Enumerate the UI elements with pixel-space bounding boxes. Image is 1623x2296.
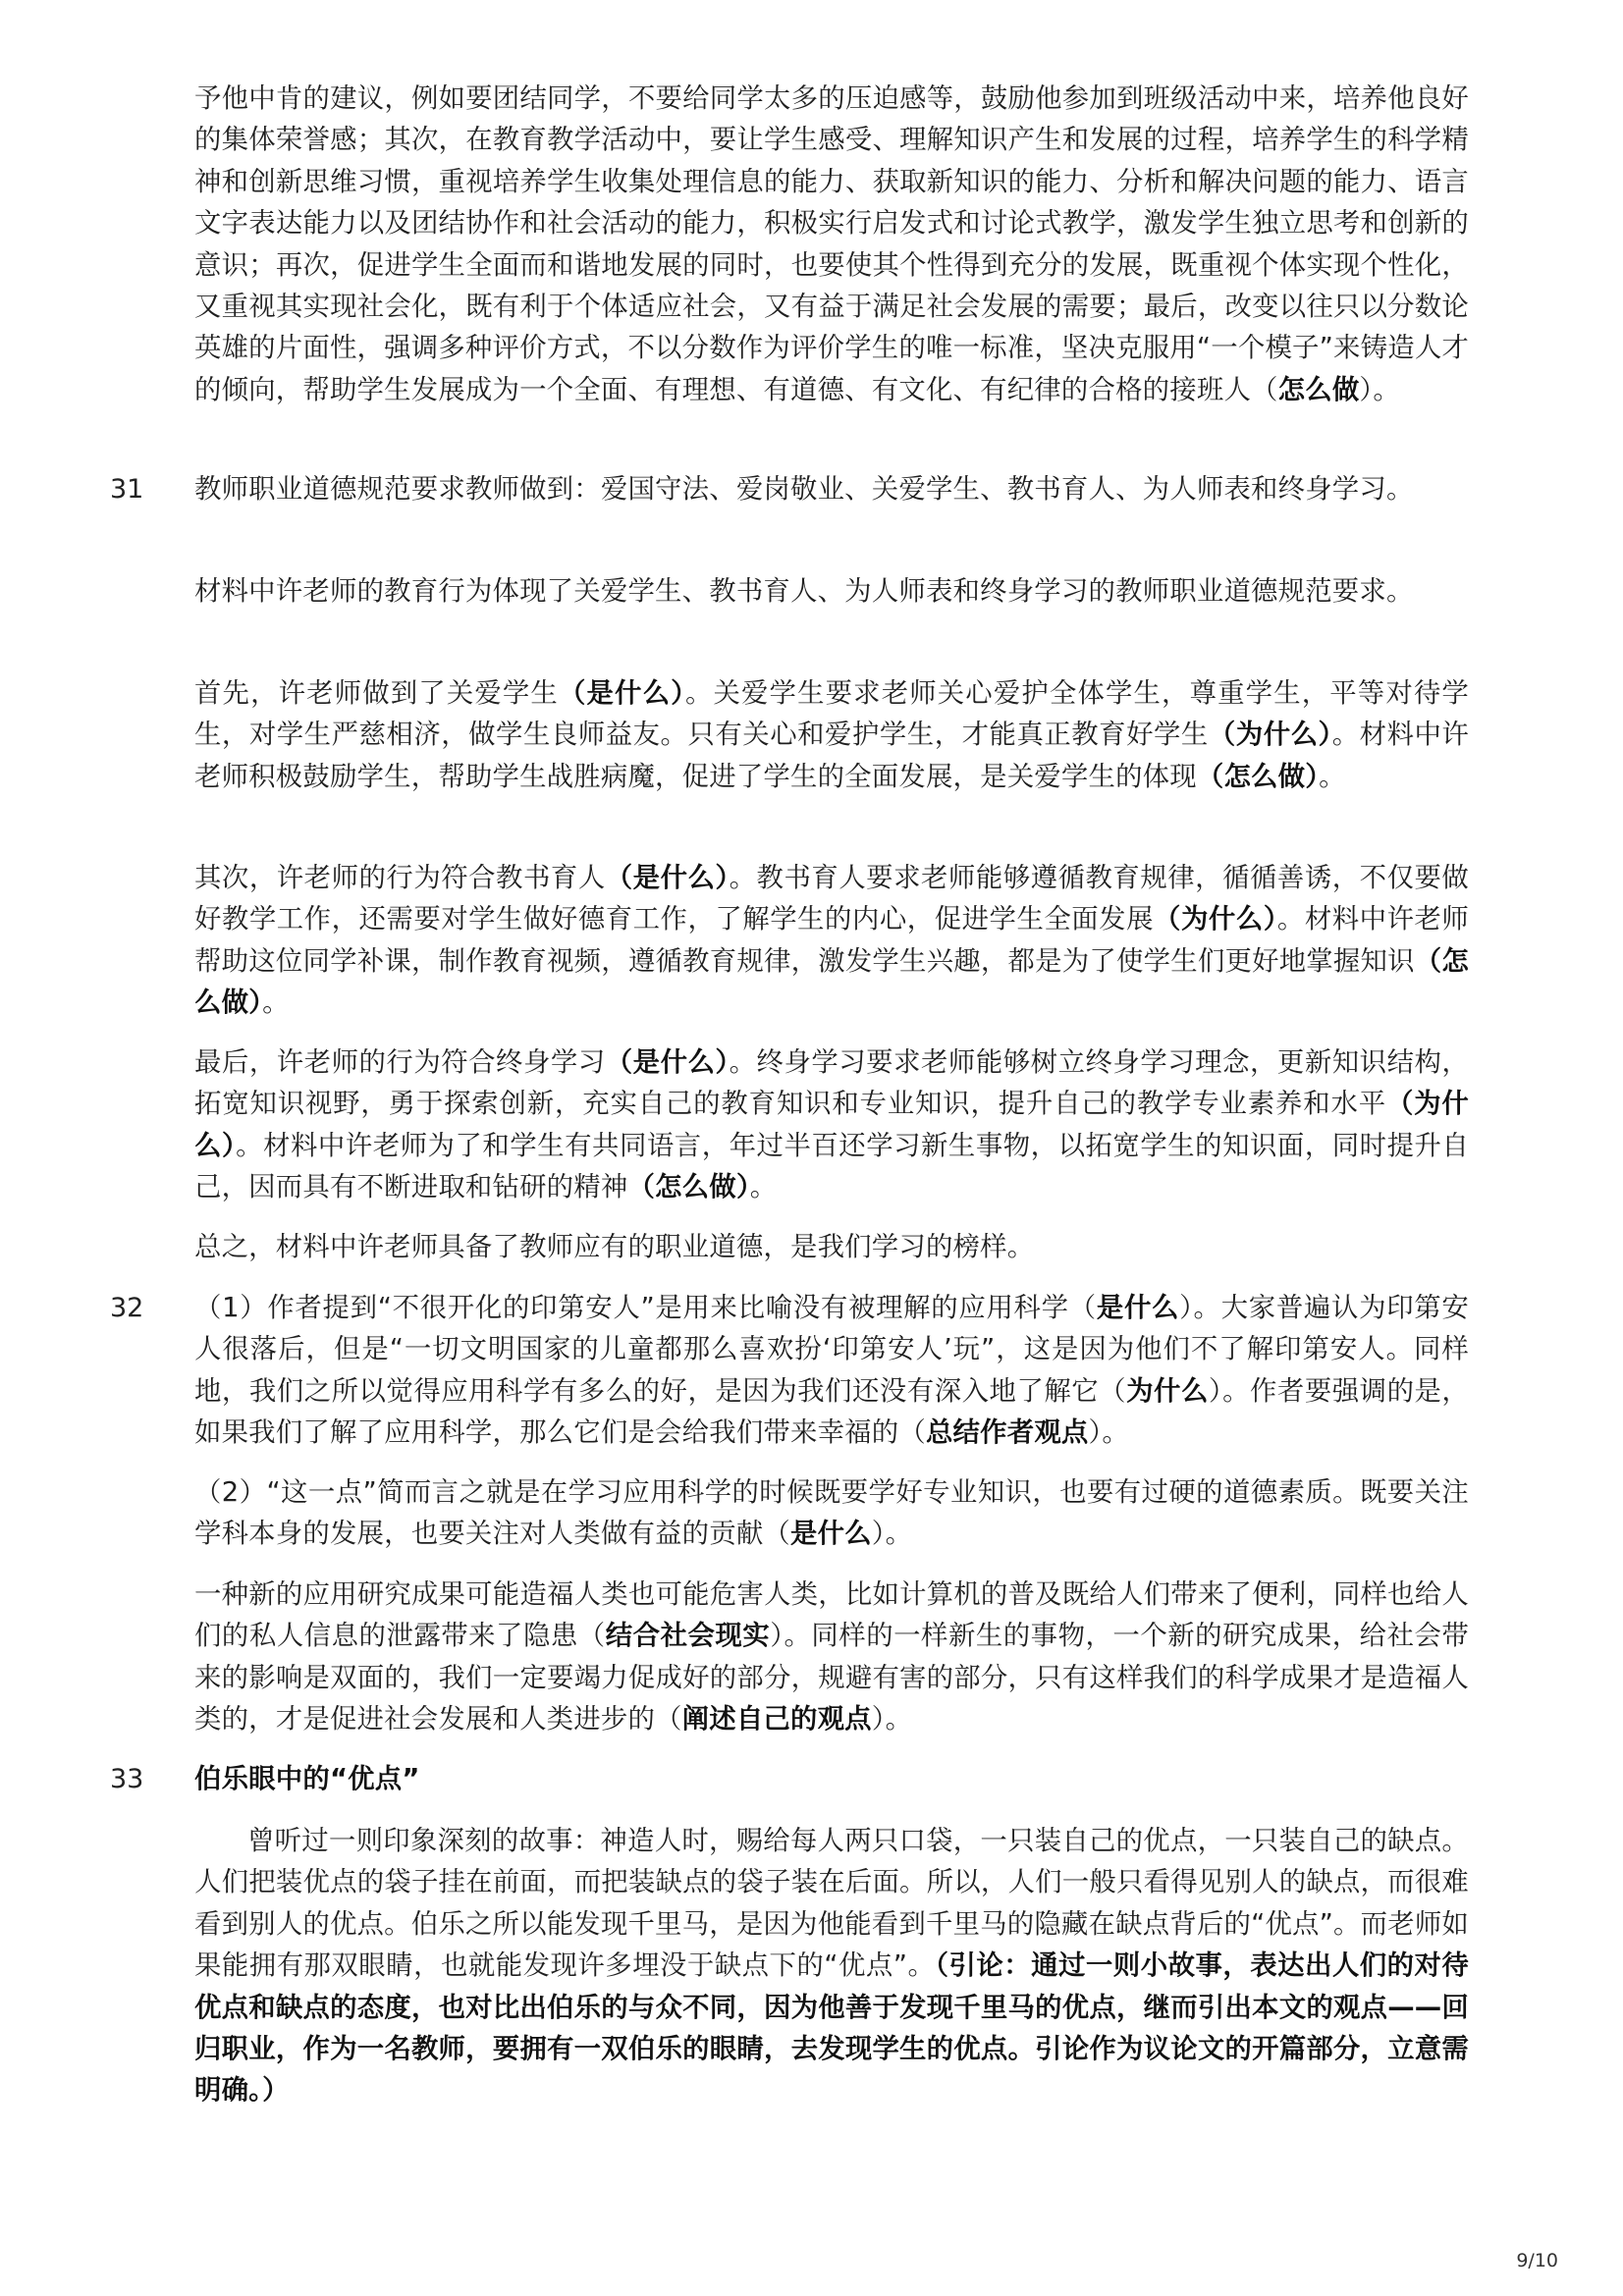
bold-annotation: （为什么） bbox=[1154, 904, 1277, 935]
bold-annotation: （是什么） bbox=[605, 863, 730, 893]
essay-title-33 bbox=[194, 1759, 1469, 1800]
paragraph-31-intro bbox=[194, 469, 1469, 510]
text-run: 总之，材料中许老师具备了教师应有的职业道德，是我们学习的榜样。 bbox=[194, 1232, 1035, 1262]
text-run: ）。 bbox=[1088, 1417, 1129, 1449]
bold-annotation: 阐述自己的观点 bbox=[681, 1704, 872, 1735]
text-run: 予他中肯的建议，例如要团结同学，不要给同学太多的压迫感等，鼓励他参加到班级活动中来，培养他良好的集体荣誉感；其次，在教育教学活动中，要让学生感受、理解知识产生和发展的过程，培养学生的科学精神和创新思维习惯，重视培养学生收集处理信息的能力、获取新知识的能力、分析和解决问题的能力、语言文字表达能力以及团结协作和社会活动的能力，积极实行启发式和讨论式教学，激发学生独立思考和创新的意识；再次，促进学生全面而和谐地发展的同时，也要使其个性得到充分的发展，既重视个体实现个性化，又重视其实现社会化，既有利于个体适应社会，又有益于满足社会发展的需要；最后，改变以往只以分数论英雄的片面性，强调多种评价方式，不以分数作为评价学生的唯一标准，坚决克服用“一个模子”来铸造人才的倾向，帮助学生发展成为一个全面、有理想、有道德、有文化、有纪律的合格的接班人（ bbox=[194, 83, 1469, 405]
bold-annotation: （是什么） bbox=[558, 678, 685, 709]
text-run: （2）“这一点”简而言之就是在学习应用科学的时候既要学好专业知识，也要有过硬的道德素质。既要关注学科本身的发展，也要关注对人类做有益的贡献（ bbox=[194, 1477, 1469, 1550]
bold-annotation: （怎么做） bbox=[627, 1172, 750, 1203]
text-run: 曾听过一则印象深刻的故事：神造人时，赐给每人两只口袋，一只装自己的优点，一只装自己的缺点。人们把装优点的袋子挂在前面，而把装缺点的袋子装在后面。所以，人们一般只看得见别人的缺点，而很难看到别人的优点。伯乐之所以能发现千里马，是因为他能看到千里马的隐藏在缺点背后的“优点”。而老师如果能拥有那双眼睛，也就能发现许多埋没于缺点下的“优点”。 bbox=[194, 1826, 1469, 1982]
text-run: 一种新的应用研究成果可能造福人类也可能危害人类，比如计算机的普及既给人们带来了便利，同样也给人们的私人信息的泄露带来了隐患（ bbox=[194, 1579, 1469, 1652]
text-run: ）。大家普遍认为印第安人很落后，但是“一切文明国家的儿童都那么喜欢扮‘印第安人’玩”，这是因为他们不了解印第安人。同样地，我们之所以觉得应用科学有多么的好，是因为我们还没有深入地了解它（ bbox=[194, 1293, 1469, 1407]
paragraph-33-intro bbox=[194, 1821, 1469, 2112]
question-number-31: 31 bbox=[110, 474, 144, 505]
text-run: 教师职业道德规范要求教师做到：爱国守法、爱岗敬业、关爱学生、教书育人、为人师表和终身学习。 bbox=[194, 474, 1414, 505]
bold-annotation: 总结作者观点 bbox=[925, 1417, 1089, 1449]
text-run: 。材料中许老师为了和学生有共同语言，年过半百还学习新生事物，以拓宽学生的知识面，同时提升自己，因而具有不断进取和钻研的精神 bbox=[194, 1130, 1469, 1203]
paragraph-32-part1 bbox=[194, 1288, 1469, 1455]
text-run: ）。同样的一样新生的事物，一个新的研究成果，给社会带来的影响是双面的，我们一定要竭力促成好的部分，规避有害的部分，只有这样我们的科学成果才是造福人类的，才是促进社会发展和人类进步的（ bbox=[194, 1621, 1469, 1735]
text-run: 。 bbox=[749, 1172, 778, 1203]
text-run: 其次，许老师的行为符合教书育人 bbox=[194, 863, 606, 893]
bold-annotation: （为什么） bbox=[1208, 720, 1332, 751]
text-run: ）。 bbox=[871, 1704, 913, 1735]
bold-annotation: 结合社会现实 bbox=[605, 1621, 771, 1652]
question-number-32: 32 bbox=[110, 1293, 144, 1323]
text-run: （1）作者提到“不很开化的印第安人”是用来比喻没有被理解的应用科学（ bbox=[194, 1293, 1097, 1323]
bold-annotation: （引论：通过一则小故事，表达出人们的对待优点和缺点的态度，也对比出伯乐的与众不同，因为他善于发现千里马的优点，继而引出本文的观点——回归职业，作为一名教师，要拥有一双伯乐的眼睛，去发现学生的优点。引论作为议论文的开篇部分，立意需明确。） bbox=[194, 1950, 1469, 2107]
paragraph-continued bbox=[194, 79, 1469, 411]
text-run: ）。 bbox=[871, 1519, 913, 1550]
bold-annotation: （怎么做） bbox=[1196, 761, 1320, 792]
text-run: 材料中许老师的教育行为体现了关爱学生、教书育人、为人师表和终身学习的教师职业道德规范要求。 bbox=[194, 576, 1414, 607]
paragraph-31-second bbox=[194, 858, 1469, 1025]
bold-annotation: 是什么 bbox=[790, 1519, 872, 1550]
text-run: 。材料中许老师积极鼓励学生，帮助学生战胜病魔，促进了学生的全面发展，是关爱学生的体现 bbox=[194, 720, 1469, 792]
text-run: 。材料中许老师帮助这位同学补课，制作教育视频，遵循教育规律，激发学生兴趣，都是为了使学生们更好地掌握知识 bbox=[194, 904, 1469, 977]
text-run: 。教书育人要求老师能够遵循教育规律，循循善诱，不仅要做好教学工作，还需要对学生做好德育工作，了解学生的内心，促进学生全面发展 bbox=[194, 863, 1469, 935]
paragraph-31-first bbox=[194, 673, 1469, 798]
bold-annotation: 怎么做 bbox=[1277, 374, 1360, 405]
text-run: ）。作者要强调的是，如果我们了解了应用科学，那么它们是会给我们带来幸福的（ bbox=[194, 1375, 1469, 1449]
text-run: 首先，许老师做到了关爱学生 bbox=[194, 678, 559, 709]
bold-annotation: 为什么 bbox=[1126, 1375, 1209, 1407]
paragraph-31-summary bbox=[194, 571, 1469, 613]
text-run: 最后，许老师的行为符合终身学习 bbox=[194, 1047, 606, 1078]
bold-annotation: （是什么） bbox=[605, 1047, 730, 1078]
text-run: 。 bbox=[1319, 761, 1346, 792]
bold-annotation: 是什么 bbox=[1096, 1293, 1180, 1323]
paragraph-31-third bbox=[194, 1042, 1469, 1209]
text-run: 。 bbox=[262, 988, 290, 1019]
bold-annotation: （为什么） bbox=[194, 1089, 1469, 1161]
paragraph-31-conclusion bbox=[194, 1227, 1469, 1268]
paragraph-32-part3 bbox=[194, 1575, 1469, 1741]
page-number: 9/10 bbox=[1516, 2250, 1558, 2271]
question-number-33: 33 bbox=[110, 1764, 144, 1794]
text-run: ）。 bbox=[1359, 374, 1400, 405]
paragraph-32-part2 bbox=[194, 1472, 1469, 1556]
bold-annotation: 伯乐眼中的“优点” bbox=[194, 1764, 420, 1794]
bold-annotation: （怎么做） bbox=[194, 945, 1469, 1019]
text-run: 。关爱学生要求老师关心爱护全体学生，尊重学生，平等对待学生，对学生严慈相济，做学生良师益友。只有关心和爱护学生，才能真正教育好学生 bbox=[194, 678, 1469, 751]
text-run: 。终身学习要求老师能够树立终身学习理念，更新知识结构，拓宽知识视野，勇于探索创新，充实自己的教育知识和专业知识，提升自己的教学专业素养和水平 bbox=[194, 1047, 1469, 1120]
